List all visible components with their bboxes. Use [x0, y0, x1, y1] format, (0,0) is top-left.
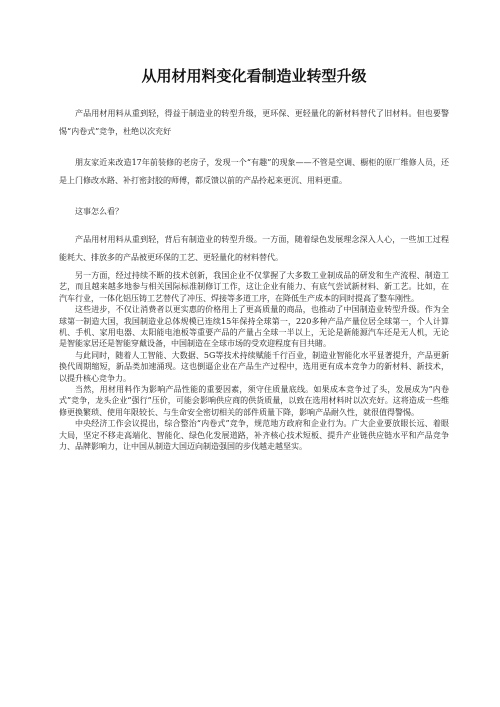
paragraph-technology-innovation: 另一方面，经过持续不断的技术创新，我国企业不仅掌握了大多数工业制成品的研发和生产流程、制造工艺，而且越来越多地参与相关国际标准制修订工作，这让企业有能力、有底气尝试新材料、新工艺。比如，在汽车行业，一体化铝压铸工艺替代了冲压、焊接等多道工序，在降低生产成本的同时提高了整车刚性。 [59, 271, 449, 303]
paragraph-policy: 中央经济工作会议提出，综合整治“内卷式”竞争，规范地方政府和企业行为。广大企业要放眼长远、着眼大局，坚定不移走高端化、智能化、绿色化发展道路，补齐核心技术短板、提升产业链供应链水平和产品竞争力、品牌影响力，让中国从制造大国迈向制造强国的步伐越走越坚实。 [59, 419, 449, 452]
paragraph-intelligent-manufacturing: 与此同时，随着人工智能、大数据、5G等技术持续赋能千行百业，制造业智能化水平显著提升，产品更新换代周期缩短，新品类加速涌现。这也倒逼企业在产品生产过程中，选用更有成本竞争力的新材料、新技术，以提升核心竞争力。 [59, 350, 449, 383]
paragraph-green-development: 产品用材用料从重到轻，背后有制造业的转型升级。一方面，随着绿色发展理念深入人心，一些加工过程能耗大、排放多的产品被更环保的工艺、更轻量化的材料替代。 [59, 235, 449, 262]
paragraph-anecdote: 朋友家近来改造17年前装修的老房子，发现一个“有趣”的现象——不管是空调、橱柜的原厂维修人员，还是上门修改水路、补打密封胶的师傅，都反馈以前的产品拎起来更沉、用料更重。 [59, 158, 449, 185]
paragraph-lead: 产品用材用料从重到轻，得益于制造业的转型升级，更环保、更轻量化的新材料替代了旧材料。但也要警惕“内卷式”竞争，杜绝以次充好 [59, 109, 449, 136]
paragraph-manufacturing-scale: 这些进步，不仅让消费者以更实惠的价格用上了更高质量的商品，也推动了中国制造业转型升级。作为全球第一制造大国，我国制造业总体规模已连续15年保持全球第一，220多种产品产量位居全球第一，个人计算机、手机、家用电器、太阳能电池板等重要产品的产量占全球一半以上，无论是新能源汽车还是无人机，无论是智能家居还是智能穿戴设备，中国制造在全球市场的受欢迎程度有目共睹。 [59, 305, 449, 349]
article-title: 从用材用料变化看制造业转型升级 [141, 67, 367, 85]
paragraph-quality-bottom-line: 当然，用材用料作为影响产品性能的重要因素，须守住质量底线。如果成本竞争过了头，发展成为“内卷式”竞争，龙头企业“强行”压价，可能会影响供应商的供货质量，以致在选用材料时以次充好。这将造成一些维修更换繁琐、使用年限较长、与生命安全密切相关的部件质量下降，影响产品耐久性，就很值得警惕。 [59, 385, 449, 417]
paragraph-question: 这事怎么看？ [75, 207, 123, 216]
article [59, 66, 449, 453]
